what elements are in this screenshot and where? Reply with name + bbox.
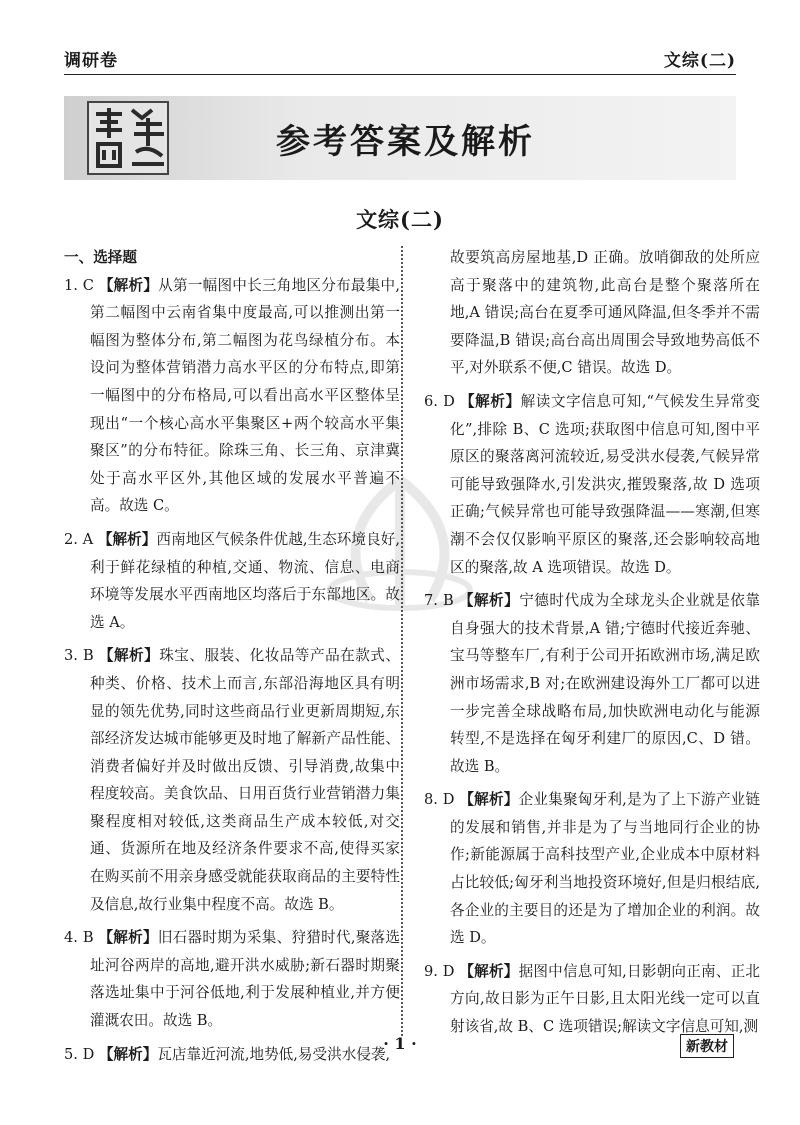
answer-item — [424, 587, 760, 780]
section-heading: 一、选择题 — [64, 249, 137, 266]
answer-number: 3. B — [64, 647, 94, 665]
answer-item — [64, 924, 400, 1034]
answer-text: 解读文字信息可知,“气候发生异常变化”,排除 B、C 选项;获取图中信息可知,图中平原区的聚落离河流较近,易受洪水侵袭,气候异常可能导致强降水,引发洪灾,摧毁聚落,故 D 选项正确;气候异常也可能导致强降温——寒潮,但寒潮不会仅仅影响平原区的聚落,还会影响较高地区的聚落,故 A 选项错误。故选 D。 — [450, 392, 760, 576]
analysis-tag: 【解析】 — [459, 791, 519, 809]
answer-item — [64, 642, 400, 918]
answer-text: 宁德时代成为全球龙头企业就是依靠自身强大的技术背景,A 错;宁德时代接近奔驰、宝马等整车厂,有利于公司开拓欧洲市场,满足欧洲市场需求,B 对;在欧洲建设海外工厂都可以进一步完善全球战略布局,加快欧洲电动化与能源转型,不是选择在匈牙利建厂的原因,C、D 错。故选 B。 — [450, 592, 760, 775]
page-subtitle: 文综(二) — [356, 207, 444, 232]
answer-text: 企业集聚匈牙利,是为了上下游产业链的发展和销售,并非是为了与当地同行企业的协作;新能源属于高科技型产业,企业成本中原材料占比较低;匈牙利当地投资环境好,但是归根结底,各企业的主要目的还是为了增加企业的利润。故选 D。 — [450, 791, 761, 947]
answer-number: 5. D — [64, 1045, 95, 1063]
answer-number: 7. B — [424, 592, 454, 610]
answer-text: 旧石器时期为采集、狩猎时代,聚落选址河谷两岸的高地,避开洪水威胁;新石器时期聚落选址集中于河谷低地,利于发展种植业,并方便灌溉农田。故选 B。 — [90, 929, 400, 1030]
title-banner — [64, 96, 736, 180]
answer-number: 4. B — [64, 929, 94, 947]
banner-title: 参考答案及解析 — [276, 122, 535, 162]
answer-number: 9. D — [424, 962, 455, 980]
answer-text: 西南地区气候条件优越,生态环境良好,利于鲜花绿植的种植,交通、物流、信息、电商环境等发展水平西南地区均落后于东部地区。故选 A。 — [90, 530, 400, 631]
header-rule — [64, 74, 736, 75]
header-right-label: 文综(二) — [663, 51, 736, 71]
answer-item — [424, 958, 760, 1041]
answer-item — [424, 388, 760, 581]
analysis-tag: 【解析】 — [98, 929, 158, 947]
right-column — [424, 244, 760, 1047]
analysis-tag: 【解析】 — [460, 392, 521, 410]
answer-item — [64, 526, 400, 636]
answer-continuation: 故要筑高房屋地基,D 正确。放哨御敌的处所应高于聚落中的建筑物,此高台是整个聚落所在地,A 错误;高台在夏季可通风降温,但冬季并不需要降温,B 错误;高台高出周围会导致地势高低不平,对外联系不便,C 错误。故选 D。 — [450, 249, 760, 377]
analysis-tag: 【解析】 — [459, 962, 519, 980]
analysis-tag: 【解析】 — [97, 530, 157, 548]
analysis-tag: 【解析】 — [98, 276, 159, 294]
analysis-tag: 【解析】 — [98, 647, 160, 665]
answer-number: 1. C — [64, 276, 94, 294]
page-number: · 1 · — [383, 1034, 417, 1053]
answer-text: 据图中信息可知,日影朝向正南、正北方向,故日影为正午日影,且太阳光线一定可以直射该省,故 B、C 选项错误;解读文字信息可知,测 — [450, 962, 761, 1036]
left-column — [64, 244, 400, 1074]
edition-badge: 新教材 — [680, 1034, 734, 1058]
answer-item — [424, 786, 760, 952]
answer-text: 瓦店靠近河流,地势低,易受洪水侵袭, — [157, 1045, 391, 1063]
answer-text: 从第一幅图中长三角地区分布最集中,第二幅图中云南省集中度最高,可以推测出第一幅图为整体分布,第二幅图为花鸟绿植分布。本设问为整体营销潜力高水平区的分布特点,即第一幅图中的分布格局,可以看出高水平区整体呈现出“一个核心高水平集聚区+两个较高水平集聚区”的分布特征。除珠三角、长三角、京津冀处于高水平区外,其他区域的发展水平普遍不高。故选 C。 — [90, 276, 401, 515]
answer-number: 8. D — [424, 791, 455, 809]
analysis-tag: 【解析】 — [458, 592, 520, 610]
analysis-tag: 【解析】 — [98, 1045, 158, 1063]
answer-number: 6. D — [424, 392, 455, 410]
column-divider — [401, 246, 403, 1036]
seal-logo-icon — [86, 100, 170, 176]
answer-item — [64, 272, 400, 520]
header-left-label: 调研卷 — [64, 51, 118, 71]
answer-text: 珠宝、服装、化妆品等产品在款式、种类、价格、技术上而言,东部沿海地区具有明显的领先优势,同时这些商品行业更新周期短,东部经济发达城市能够更及时地了解新产品性能、消费者偏好并及时做出反馈、引导消费,故集中程度较高。美食饮品、日用百货行业营销潜力集聚程度相对较低,这类商品生产成本较低,对交通、货源所在地及经济条件要求不高,使得买家在购买前不用亲身感受就能获取商品的主要特性及信息,故行业集中程度不高。故选 B。 — [90, 647, 400, 913]
answer-number: 2. A — [64, 530, 94, 548]
